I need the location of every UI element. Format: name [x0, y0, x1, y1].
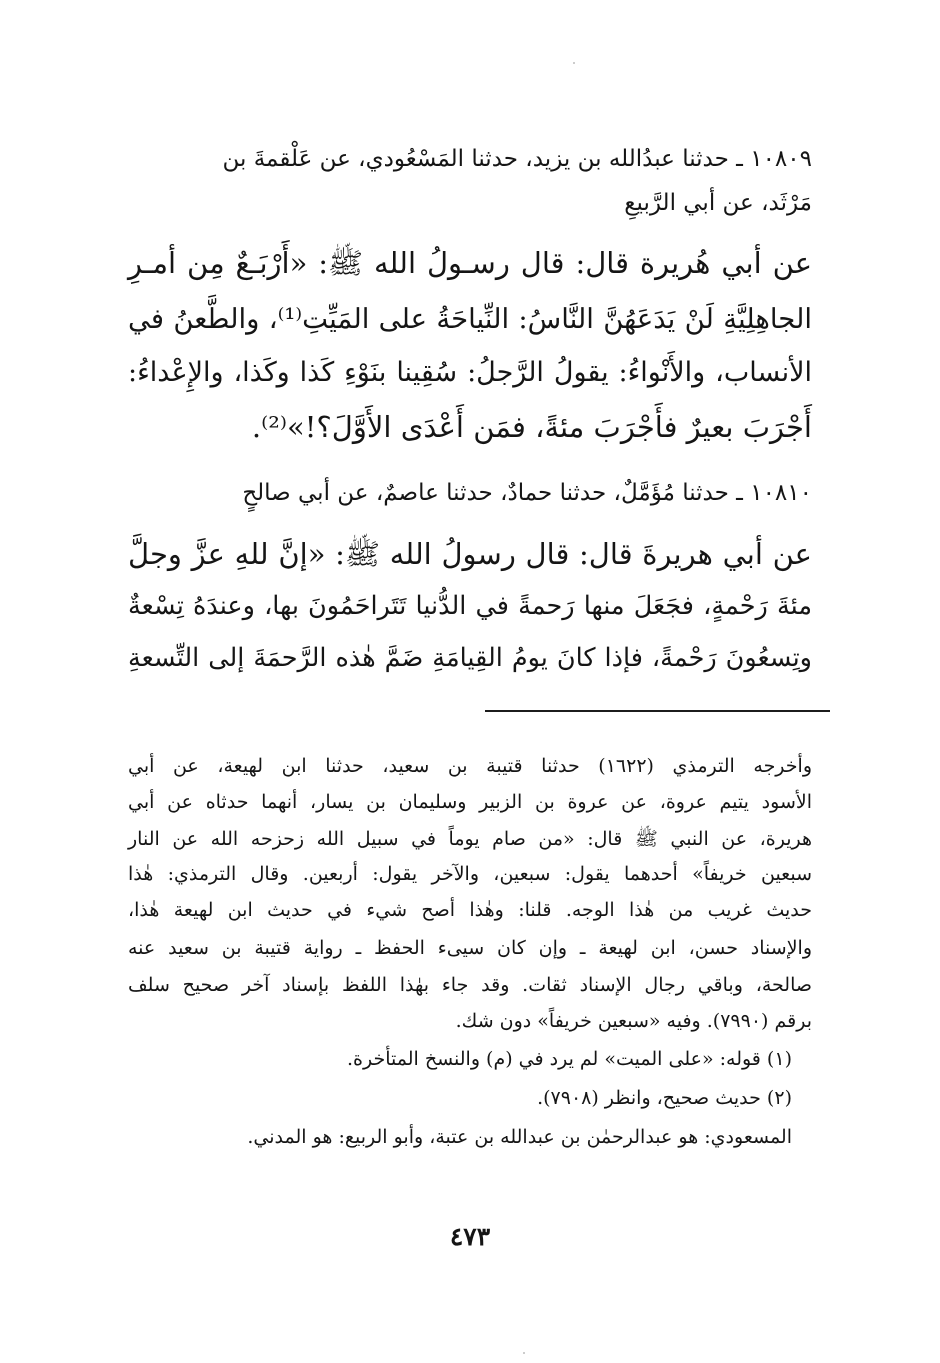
footnote-continuation-line-6: والإسناد حسن، ابن لهيعة ـ وإن كان سيىء الحفظ ـ رواية قتيبة بن سعيد عنه: [128, 937, 812, 959]
footnote-continuation-line-8: برقم (٧٩٩٠). وفيه «سبعين خريفاً» دون شك.: [455, 1010, 812, 1032]
footnote-continuation-line-3: هريرة، عن النبي ﷺ قال: «من صام يوماً في سبيل الله زحزحه الله عن النار: [128, 828, 812, 850]
footnote-separator: [485, 710, 830, 712]
footnote-1: (١) قوله: «على الميت» لم يرد في (م) والنسخ المتأخرة.: [346, 1048, 792, 1070]
hadith-10810-text-line-2: مئةَ رَحْمةٍ، فجَعَلَ منها رَحمةً في الدُّنيا تَتَراحَمُونَ بها، وعندَهُ تِسْعةٌ: [128, 591, 812, 621]
hadith-10809-text-line-2: الجاهِلِيَّةِ لَنْ يَدَعَهُنَّ النَّاسُ: النِّياحَةُ على المَيِّتِ⁽¹⁾، والطَّعنُ في: [128, 303, 812, 335]
hadith-10809-chain-line-1: ١٠٨٠٩ ـ حدثنا عبدُالله بن يزيد، حدثنا المَسْعُودي، عن عَلْقمةَ بن: [222, 146, 812, 172]
hadith-10809-text-line-4: أَجْرَبَ بعيرٌ فأَجْرَبَ مئةً، فمَن أَعْدَى الأَوَّلَ؟!»⁽²⁾.: [251, 410, 812, 444]
footnote-continuation-line-2: الأسود يتيم عروة، عن عروة بن الزبير وسليمان بن يسار، أنهما حدثاه عن أبي: [128, 791, 812, 813]
footnote-2: (٢) حديث صحيح، وانظر (٧٩٠٨).: [537, 1087, 792, 1109]
footnote-continuation-line-7: صالحة، وباقي رجال الإسناد ثقات. وقد جاء بهٰذا اللفظ بإسناد آخر صحيح سلف: [128, 974, 812, 996]
footnote-names: المسعودي: هو عبدالرحمٰن بن عبدالله بن عتبة، وأبو الربيع: هو المدني.: [247, 1126, 792, 1148]
hadith-10810-text-line-1: عن أبي هريرةَ قال: قال رسولُ الله ﷺ: «إنَّ للهِ عزَّ وجلَّ: [128, 537, 812, 571]
hadith-10810-text-line-3: وتِسعُونَ رَحْمةً، فإذا كانَ يومُ القِيامَةِ ضَمَّ هٰذه الرَّحمَةَ إلى التِّسعةِ: [128, 643, 812, 673]
footnote-continuation-line-4: سبعين خريفاً» أحدهما يقول: سبعين، والآخر يقول: أربعين. وقال الترمذي: هٰذا: [128, 863, 812, 885]
scan-speck: [573, 62, 575, 64]
hadith-10809-chain-line-2: مَرْثَد، عن أبي الرَّبيعِ: [624, 190, 812, 216]
scan-speck: [523, 1352, 525, 1354]
footnote-continuation-line-5: حديث غريب من هٰذا الوجه. قلنا: وهٰذا أصح شيء في حديث ابن لهيعة هٰذا،: [128, 899, 812, 921]
page-number: ٤٧٣: [449, 1222, 491, 1251]
hadith-10809-text-line-3: الأنساب، والأَنْواءُ: يقولُ الرَّجلُ: سُقِينا بنَوْءِ كَذا وكَذا، والإِعْداءُ:: [128, 357, 812, 388]
hadith-10809-text-line-1: عن أبي هُريرة قال: قال رسـولُ الله ﷺ: «أَرْبَـعٌ مِن أمـرِ: [128, 246, 812, 280]
hadith-10810-chain-line-1: ١٠٨١٠ ـ حدثنا مُؤَمَّلٌ، حدثنا حمادٌ، حدثنا عاصمٌ، عن أبي صالحٍ: [242, 480, 812, 506]
footnote-continuation-line-1: وأخرجه الترمذي (١٦٢٢) حدثنا قتيبة بن سعيد، حدثنا ابن لهيعة، عن أبي: [128, 755, 812, 777]
